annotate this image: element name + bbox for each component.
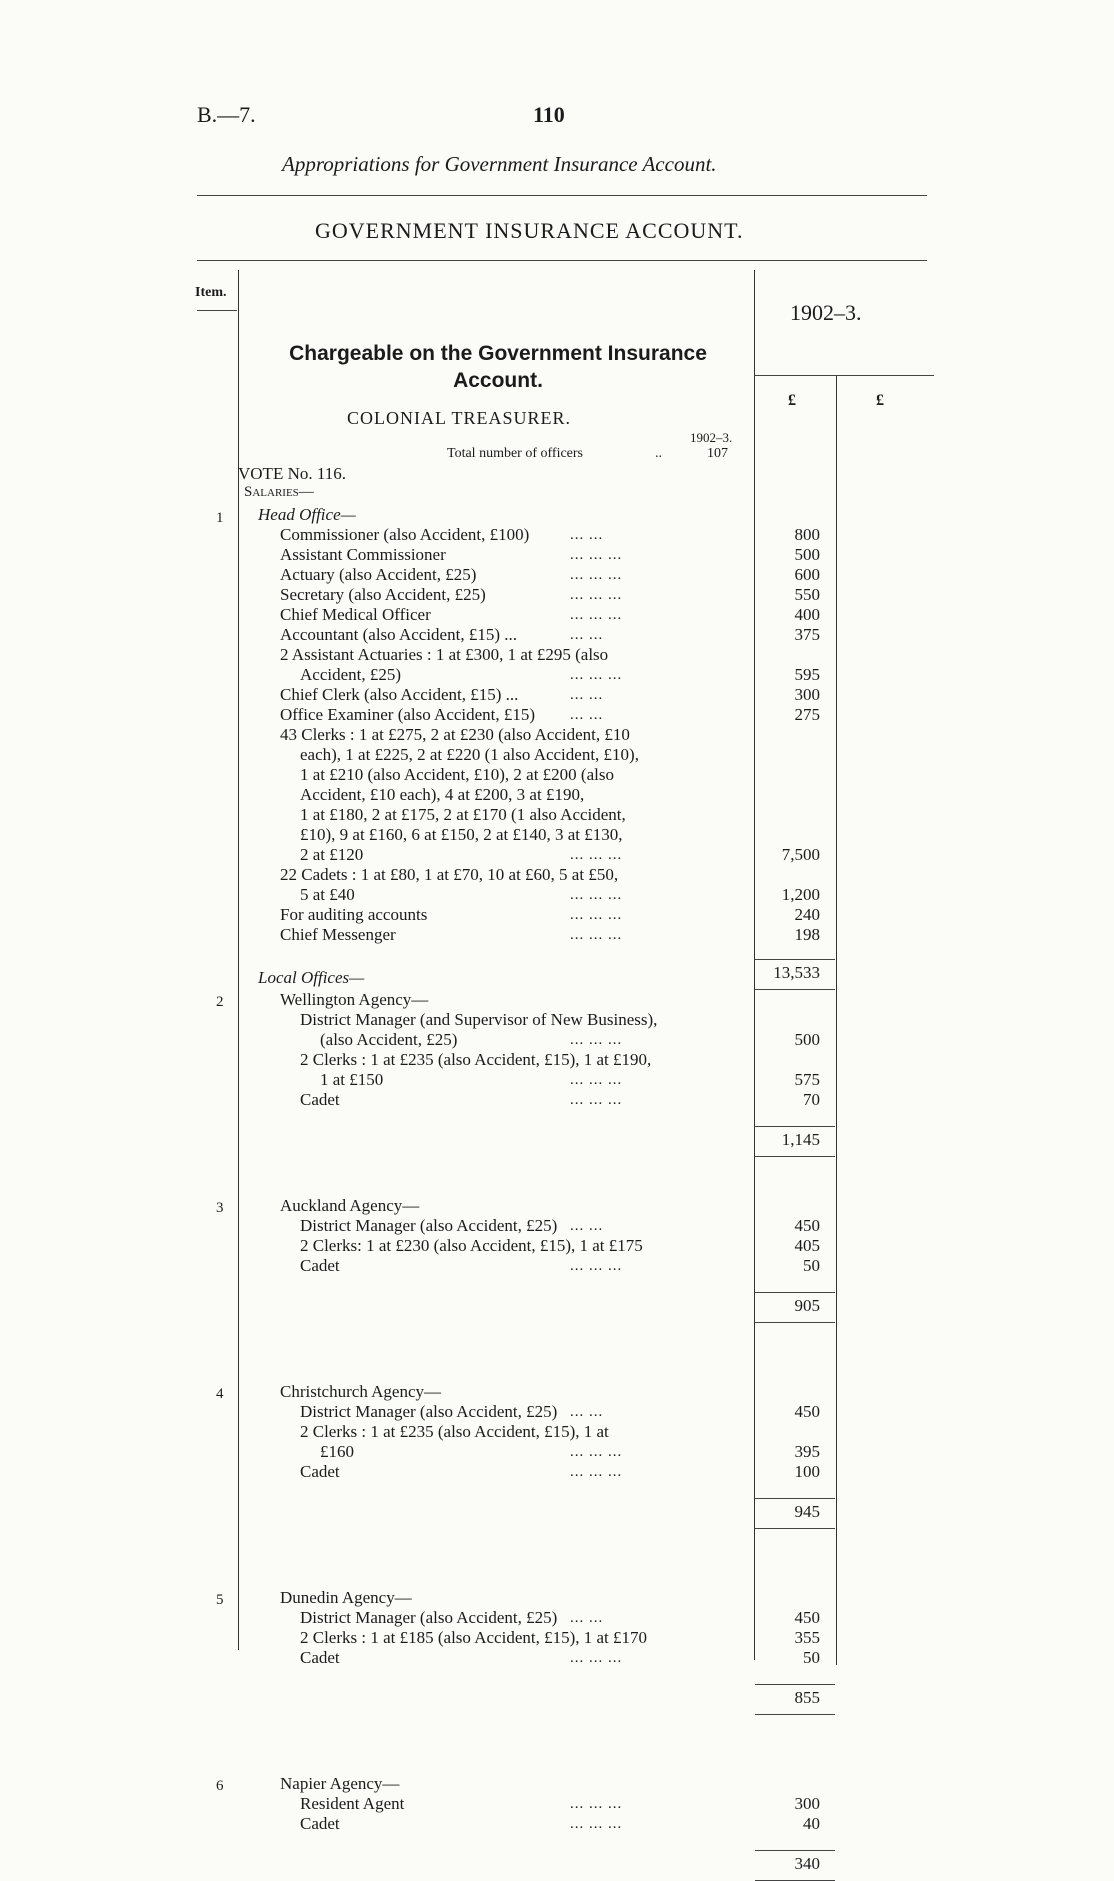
head-office-line-text: each), 1 at £225, 2 at £220 (1 also Accident, £10),: [300, 745, 639, 764]
head-office-line-text: 5 at £40: [300, 885, 355, 904]
agency-line-text: £160: [320, 1442, 354, 1461]
inner-amount-border: [836, 375, 837, 1665]
item-number: 6: [216, 1778, 224, 1794]
year-header-rule: [754, 375, 934, 376]
pound-unit-label: £: [876, 392, 884, 409]
vote-number: VOTE No. 116.: [238, 464, 346, 483]
agency-line-amount: 50: [803, 1256, 820, 1275]
head-office-line-amount: 1,200: [781, 885, 820, 904]
agency-total: 945: [794, 1502, 820, 1521]
agency-line-amount: 450: [794, 1216, 820, 1235]
agency-line-amount: 575: [794, 1070, 820, 1089]
agency-line-amount: 395: [794, 1442, 820, 1461]
officers-label: Total number of officers: [447, 446, 583, 461]
item-number: 1: [216, 510, 224, 526]
head-office-line-amount: 595: [794, 665, 820, 684]
head-office-line-text: Accident, £10 each), 4 at £200, 3 at £190,: [300, 785, 585, 804]
page-subtitle: Appropriations for Government Insurance Account.: [282, 152, 717, 176]
total-rule: [755, 1850, 835, 1851]
agency-line-text: Resident Agent: [300, 1794, 405, 1813]
section-total: 13,533: [773, 963, 820, 982]
total-rule: [755, 1156, 835, 1157]
head-office-line-text: £10), 9 at £160, 6 at £150, 2 at £140, 3 at £130,: [300, 825, 623, 844]
head-office-line-text: Office Examiner (also Accident, £15): [280, 705, 536, 724]
agency-line-leader: ... ... ...: [570, 1258, 623, 1274]
agency-line-leader: ... ... ...: [570, 1796, 623, 1812]
agency-total: 905: [794, 1296, 820, 1315]
total-rule: [755, 1528, 835, 1529]
head-office-line-text: Accident, £25): [300, 665, 402, 684]
agency-line-leader: ... ... ...: [570, 1072, 623, 1088]
agency-name: Christchurch Agency—: [280, 1382, 441, 1401]
head-office-line-amount: 550: [794, 585, 820, 604]
department-heading: COLONIAL TREASURER.: [347, 408, 572, 428]
document-reference: B.—7.: [197, 102, 256, 127]
agency-line-text: District Manager (and Supervisor of New Business),: [300, 1010, 658, 1029]
head-office-line-leader: ... ... ...: [570, 907, 623, 923]
head-office-line-leader: ... ... ...: [570, 587, 623, 603]
agency-name: Dunedin Agency—: [280, 1588, 412, 1607]
item-number: 2: [216, 994, 224, 1010]
agency-line-text: Cadet: [300, 1256, 340, 1275]
agency-line-text: District Manager (also Accident, £25): [300, 1402, 558, 1421]
agency-line-amount: 70: [803, 1090, 820, 1109]
year-column-header: 1902–3.: [790, 300, 862, 325]
head-office-line-leader: ... ... ...: [570, 607, 623, 623]
chargeable-heading: Chargeable on the Government Insurance Account.: [289, 342, 707, 392]
head-office-line-text: 2 at £120: [300, 845, 364, 864]
agency-line-text: 2 Clerks : 1 at £185 (also Accident, £15), 1 at £170: [300, 1628, 648, 1647]
head-office-line-leader: ... ...: [570, 627, 604, 643]
agency-line-text: 2 Clerks: 1 at £230 (also Accident, £15), 1 at £175: [300, 1236, 643, 1255]
item-header-rule: [197, 310, 237, 311]
agency-line-amount: 300: [794, 1794, 820, 1813]
section-heading: Local Offices—: [258, 968, 365, 987]
head-office-line-text: Secretary (also Accident, £25): [280, 585, 486, 604]
total-rule: [755, 989, 835, 990]
agency-line-text: 2 Clerks : 1 at £235 (also Accident, £15), 1 at: [300, 1422, 609, 1441]
head-office-line-amount: 500: [794, 545, 820, 564]
agency-line-amount: 40: [803, 1814, 820, 1833]
head-office-line-amount: 198: [794, 925, 820, 944]
page-title: GOVERNMENT INSURANCE ACCOUNT.: [315, 218, 744, 243]
head-office-line-leader: ... ... ...: [570, 667, 623, 683]
total-rule: [755, 1498, 835, 1499]
head-office-line-leader: ... ... ...: [570, 887, 623, 903]
head-office-line-amount: 240: [794, 905, 820, 924]
item-column-header: Item.: [195, 285, 227, 300]
divider: [197, 260, 927, 261]
head-office-line-leader: ... ... ...: [570, 847, 623, 863]
officers-year: 1902–3.: [690, 430, 733, 445]
agency-line-leader: ... ... ...: [570, 1092, 623, 1108]
head-office-line-amount: 800: [794, 525, 820, 544]
section-heading: Head Office—: [258, 505, 356, 524]
agency-line-text: 2 Clerks : 1 at £235 (also Accident, £15), 1 at £190,: [300, 1050, 652, 1069]
agency-name: Napier Agency—: [280, 1774, 400, 1793]
agency-line-amount: 50: [803, 1648, 820, 1667]
agency-name: Auckland Agency—: [280, 1196, 420, 1215]
head-office-line-text: Chief Messenger: [280, 925, 396, 944]
total-rule: [755, 1126, 835, 1127]
head-office-line-text: 2 Assistant Actuaries : 1 at £300, 1 at £295 (also: [280, 645, 609, 664]
agency-line-text: (also Accident, £25): [320, 1030, 458, 1049]
head-office-line-text: For auditing accounts: [280, 905, 428, 924]
head-office-line-leader: ... ... ...: [570, 927, 623, 943]
agency-line-text: District Manager (also Accident, £25): [300, 1608, 558, 1627]
total-rule: [755, 1292, 835, 1293]
head-office-line-text: Commissioner (also Accident, £100): [280, 525, 530, 544]
pound-unit-label: £: [788, 392, 796, 409]
item-number: 3: [216, 1200, 224, 1216]
agency-line-amount: 450: [794, 1608, 820, 1627]
total-rule: [755, 1322, 835, 1323]
item-number: 5: [216, 1592, 224, 1608]
total-rule: [755, 959, 835, 960]
head-office-line-text: Chief Medical Officer: [280, 605, 431, 624]
amount-column-border: [754, 270, 755, 1660]
agency-line-leader: ... ... ...: [570, 1816, 623, 1832]
head-office-line-amount: 600: [794, 565, 820, 584]
agency-line-leader: ... ... ...: [570, 1444, 623, 1460]
agency-total: 855: [794, 1688, 820, 1707]
head-office-line-text: Assistant Commissioner: [280, 545, 446, 564]
total-rule: [755, 1714, 835, 1715]
salaries-heading: Salaries—: [244, 484, 314, 500]
head-office-line-leader: ... ...: [570, 707, 604, 723]
agency-total: 340: [794, 1854, 820, 1873]
head-office-line-text: Actuary (also Accident, £25): [280, 565, 477, 584]
page-number: 110: [533, 102, 565, 127]
officers-count: 107: [707, 446, 728, 461]
officers-leader: ..: [655, 446, 662, 461]
agency-line-amount: 355: [794, 1628, 820, 1647]
agency-line-text: 1 at £150: [320, 1070, 384, 1089]
head-office-line-text: 1 at £210 (also Accident, £10), 2 at £200 (also: [300, 765, 614, 784]
head-office-line-amount: 300: [794, 685, 820, 704]
agency-line-text: Cadet: [300, 1648, 340, 1667]
agency-line-amount: 405: [794, 1236, 820, 1255]
agency-line-leader: ... ... ...: [570, 1032, 623, 1048]
head-office-line-text: Chief Clerk (also Accident, £15) ...: [280, 685, 519, 704]
head-office-line-text: 22 Cadets : 1 at £80, 1 at £70, 10 at £60, 5 at £50,: [280, 865, 619, 884]
agency-name: Wellington Agency—: [280, 990, 429, 1009]
agency-line-amount: 450: [794, 1402, 820, 1421]
agency-line-leader: ... ...: [570, 1218, 604, 1234]
agency-line-leader: ... ... ...: [570, 1464, 623, 1480]
head-office-line-leader: ... ... ...: [570, 567, 623, 583]
head-office-line-amount: 7,500: [781, 845, 820, 864]
agency-line-text: District Manager (also Accident, £25): [300, 1216, 558, 1235]
head-office-line-amount: 275: [794, 705, 820, 724]
agency-line-amount: 100: [794, 1462, 820, 1481]
agency-line-leader: ... ...: [570, 1404, 604, 1420]
agency-line-leader: ... ... ...: [570, 1650, 623, 1666]
agency-total: 1,145: [781, 1130, 820, 1149]
agency-line-text: Cadet: [300, 1462, 340, 1481]
head-office-line-text: 43 Clerks : 1 at £275, 2 at £230 (also Accident, £10: [280, 725, 630, 744]
divider: [197, 195, 927, 196]
agency-line-leader: ... ...: [570, 1610, 604, 1626]
agency-line-text: Cadet: [300, 1090, 340, 1109]
head-office-line-leader: ... ... ...: [570, 547, 623, 563]
agency-line-text: Cadet: [300, 1814, 340, 1833]
head-office-line-leader: ... ...: [570, 527, 604, 543]
head-office-line-amount: 375: [794, 625, 820, 644]
agency-line-amount: 500: [794, 1030, 820, 1049]
head-office-line-text: Accountant (also Accident, £15) ...: [280, 625, 517, 644]
head-office-line-amount: 400: [794, 605, 820, 624]
head-office-line-leader: ... ...: [570, 687, 604, 703]
head-office-line-text: 1 at £180, 2 at £175, 2 at £170 (1 also Accident,: [300, 805, 626, 824]
total-rule: [755, 1684, 835, 1685]
item-number: 4: [216, 1386, 224, 1402]
